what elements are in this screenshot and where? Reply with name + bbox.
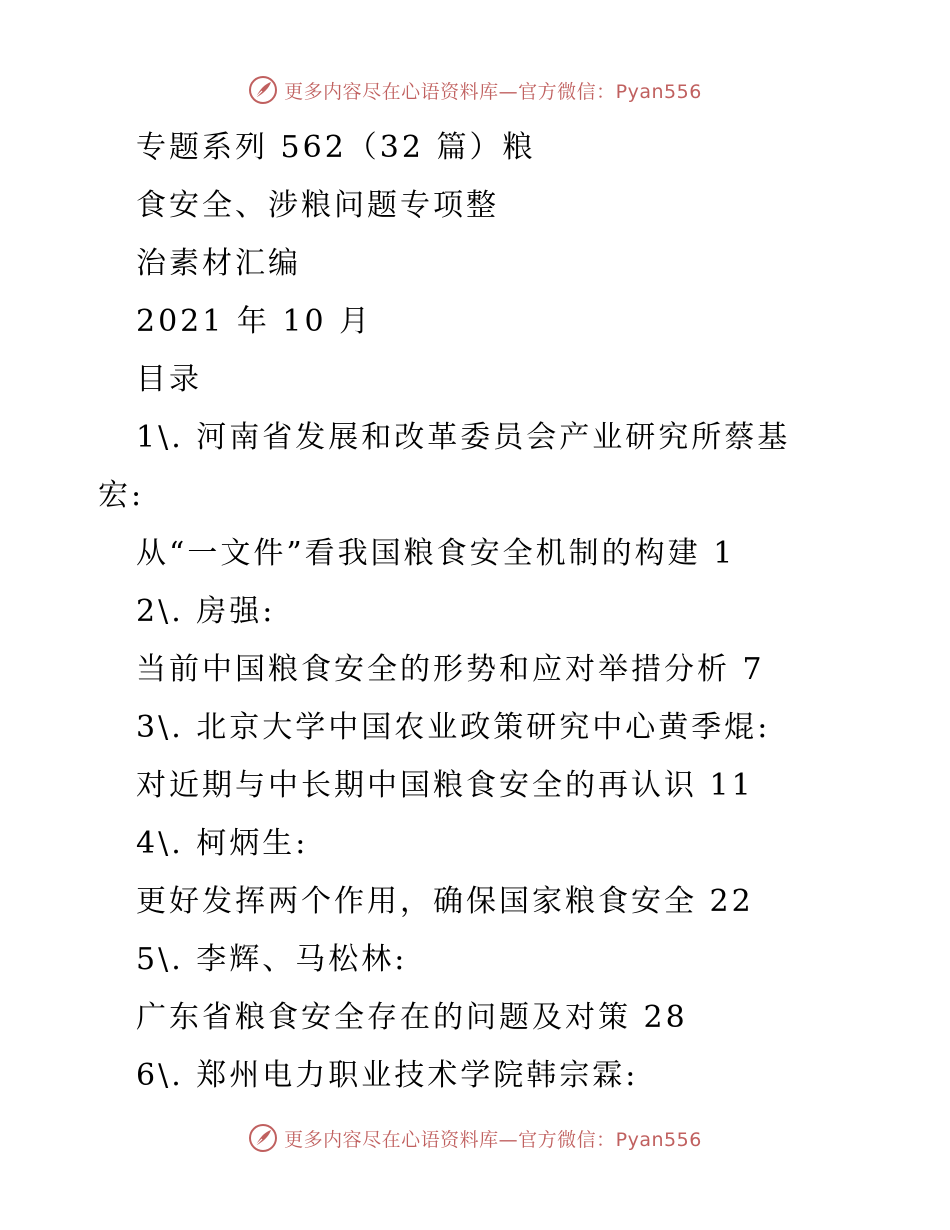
toc-entry-1-author: 1\. 河南省发展和改革委员会产业研究所蔡基 bbox=[136, 420, 791, 455]
toc-entry-2-author: 2\. 房强: bbox=[136, 594, 276, 629]
toc-entry-6-author: 6\. 郑州电力职业技术学院韩宗霖: bbox=[136, 1058, 639, 1093]
watermark-text: 更多内容尽在心语资料库—官方微信：Pyan556 bbox=[284, 1128, 702, 1151]
title-line-2: 食安全、涉粮问题专项整 bbox=[136, 188, 499, 223]
toc-entry-1-title: 从“一文件”看我国粮食安全机制的构建 1 bbox=[136, 536, 736, 571]
header-watermark bbox=[0, 70, 950, 110]
feather-pen-logo-icon bbox=[248, 1123, 278, 1153]
toc-entry-2-title: 当前中国粮食安全的形势和应对举措分析 7 bbox=[136, 652, 765, 687]
date-line: 2021 年 10 月 bbox=[136, 304, 373, 339]
footer-watermark bbox=[0, 1118, 950, 1158]
toc-heading: 目录 bbox=[136, 362, 202, 397]
feather-pen-logo-icon bbox=[248, 75, 278, 105]
title-line-3: 治素材汇编 bbox=[136, 246, 301, 281]
toc-entry-5-title: 广东省粮食安全存在的问题及对策 28 bbox=[136, 1000, 688, 1035]
toc-entry-4-author: 4\. 柯炳生: bbox=[136, 826, 309, 861]
toc-entry-1-author-cont: 宏: bbox=[98, 478, 145, 513]
toc-entry-5-author: 5\. 李辉、马松林: bbox=[136, 942, 408, 977]
title-line-1: 专题系列 562（32 篇）粮 bbox=[136, 130, 536, 165]
toc-entry-3-title: 对近期与中长期中国粮食安全的再认识 11 bbox=[136, 768, 754, 803]
watermark-text: 更多内容尽在心语资料库—官方微信：Pyan556 bbox=[284, 80, 702, 103]
toc-entry-3-author: 3\. 北京大学中国农业政策研究中心黄季焜: bbox=[136, 710, 771, 745]
toc-entry-4-title: 更好发挥两个作用，确保国家粮食安全 22 bbox=[136, 884, 754, 919]
